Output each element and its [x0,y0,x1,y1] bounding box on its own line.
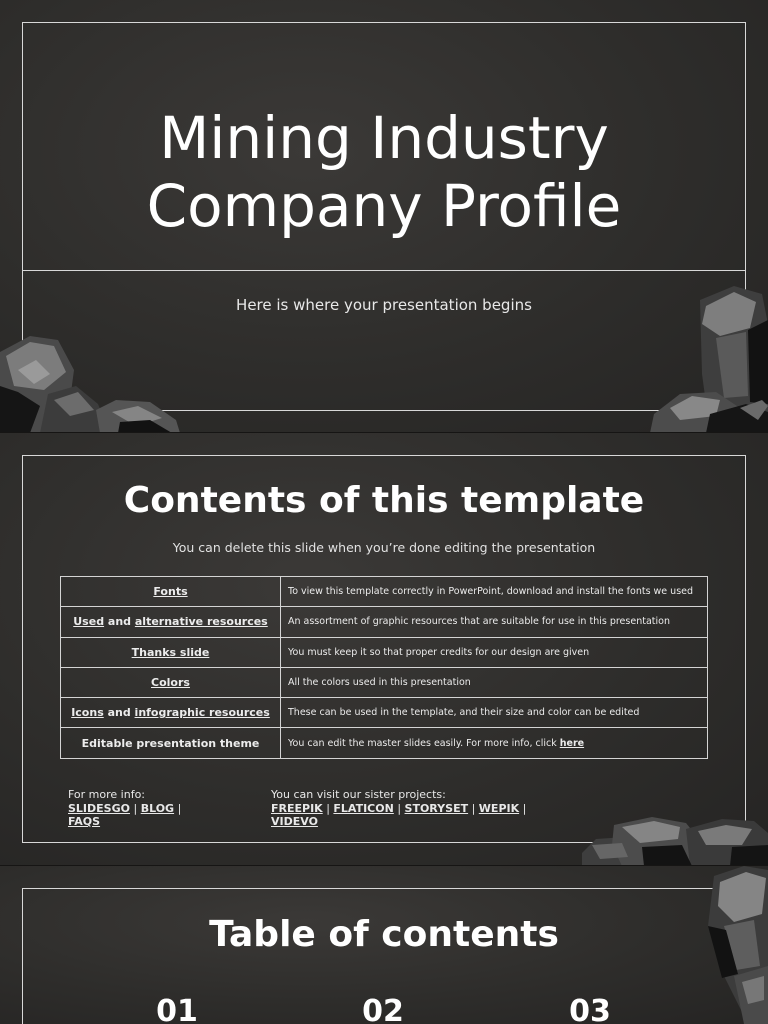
frame-divider [22,270,746,271]
resource-description: You must keep it so that proper credits for our design are given [281,637,708,667]
resource-description: These can be used in the template, and their size and color can be edited [281,698,708,728]
freepik-link[interactable]: FREEPIK [271,801,323,815]
resource-description: To view this template correctly in PowerPoint, download and install the fonts we used [281,577,708,607]
slide-title: Contents of this template [123,480,645,521]
separator: | [393,801,405,815]
resource-description: All the colors used in this presentation [281,667,708,697]
table-row [61,728,708,758]
infographic-resources-link[interactable]: infographic resources [134,706,270,720]
here-link[interactable]: here [559,737,585,749]
slide-contents-of-template [0,433,768,866]
presentation-subtitle: Here is where your presentation begins [236,296,532,314]
coal-rocks-right-illustration [650,284,768,433]
title-line-1: Mining Industry [159,104,609,172]
resource-description: An assortment of graphic resources that are suitable for use in this presentation [281,607,708,637]
resource-key [61,607,281,637]
sister-projects-label: You can visit our sister projects: [271,788,446,801]
coal-rocks-left-illustration [0,330,180,433]
wepik-link[interactable]: WEPIK [478,801,520,815]
videvo-link[interactable]: VIDEVO [271,815,318,828]
fonts-link[interactable]: Fonts [153,585,188,599]
separator: | [519,801,530,815]
resource-key [61,637,281,667]
section-number-01: 01 [156,994,198,1024]
coal-rocks-bottom-right-illustration [582,815,768,866]
section-number-02: 02 [362,994,404,1024]
key-connector: and [104,615,135,629]
table-row [61,667,708,697]
icons-link[interactable]: Icons [71,706,104,720]
flaticon-link[interactable]: FLATICON [333,801,394,815]
separator: | [322,801,334,815]
title-line-2: Company Profile [146,172,622,240]
thanks-slide-link[interactable]: Thanks slide [131,645,210,659]
presentation-title [22,104,746,240]
blog-link[interactable]: BLOG [140,801,175,815]
description-text: You can edit the master slides easily. For more info, click [288,737,560,749]
separator: | [174,801,185,815]
resource-key [61,667,281,697]
sister-projects-block [271,788,561,829]
slide-title [0,0,768,433]
separator: | [129,801,141,815]
alternative-resources-link[interactable]: alternative resources [134,615,268,629]
resources-table [60,576,708,759]
resource-key [61,577,281,607]
slide-table-of-contents [0,866,768,1024]
more-info-block [68,788,228,829]
faqs-link[interactable]: FAQS [68,815,101,828]
separator: | [468,801,479,815]
colors-link[interactable]: Colors [151,676,190,690]
key-connector: and [103,706,135,720]
slide-title: Table of contents [209,914,559,955]
editable-theme-label: Editable presentation theme [81,736,260,750]
more-info-label: For more info: [68,788,146,801]
resource-description [281,728,708,758]
table-row [61,698,708,728]
storyset-link[interactable]: STORYSET [404,801,469,815]
used-resources-link[interactable]: Used [73,615,105,629]
table-row [61,637,708,667]
slidesgo-link[interactable]: SLIDESGO [68,801,130,815]
slide-subtitle: You can delete this slide when you’re done editing the presentation [172,540,596,555]
resource-key [61,698,281,728]
table-row [61,607,708,637]
coal-rocks-side-illustration [704,866,768,1024]
table-row [61,577,708,607]
resource-key [61,728,281,758]
section-number-03: 03 [569,994,611,1024]
